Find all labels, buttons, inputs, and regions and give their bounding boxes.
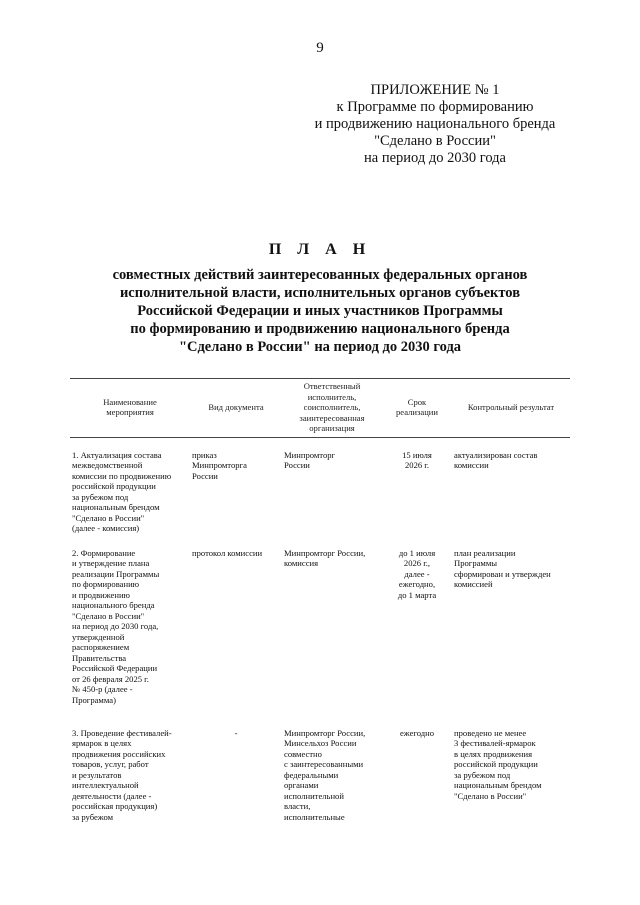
cell-line: интеллектуальной bbox=[72, 780, 139, 790]
cell-line: Правительства bbox=[72, 652, 127, 663]
plan-title: П Л А Н bbox=[268, 241, 372, 258]
cell-responsible bbox=[282, 718, 382, 823]
cell-line: 3. Проведение фестивалей- bbox=[72, 727, 172, 738]
cell-line: российская продукция) bbox=[72, 801, 158, 811]
cell-line: до 1 июля bbox=[398, 547, 436, 558]
plan-subtitle-line: исполнительной власти, исполнительных органов субъектов bbox=[119, 285, 521, 301]
appendix-header bbox=[300, 82, 570, 167]
plan-subtitle bbox=[60, 266, 580, 356]
cell-line: сформирован и утвержден bbox=[454, 568, 551, 579]
cell-deadline bbox=[382, 538, 452, 718]
cell-line: Программы bbox=[454, 558, 498, 568]
cell-line: и продвижению bbox=[72, 589, 130, 600]
cell-line: на период до 2030 года, bbox=[72, 621, 159, 631]
page-number: 9 bbox=[316, 40, 324, 56]
cell-line: 1. Актуализация состава bbox=[72, 449, 162, 460]
appendix-line: на период до 2030 года bbox=[364, 150, 506, 166]
header-line: Контрольный результат bbox=[467, 402, 555, 412]
header-line: организация bbox=[309, 423, 355, 433]
cell-line: по формированию bbox=[72, 579, 140, 589]
header-result bbox=[452, 379, 570, 438]
cell-line: ежегодно, bbox=[398, 579, 436, 589]
cell-line: план реализации bbox=[454, 547, 516, 558]
cell-line: утвержденной bbox=[72, 631, 125, 642]
cell-document-type bbox=[190, 718, 282, 823]
header-line: заинтересованная bbox=[299, 412, 365, 423]
appendix-line: и продвижению национального бренда bbox=[314, 116, 556, 132]
table-row bbox=[70, 538, 570, 718]
table-header-row bbox=[70, 379, 570, 438]
cell-line: российской продукции bbox=[454, 759, 538, 769]
cell-line: власти, bbox=[284, 801, 311, 811]
cell-line: 3 фестивалей-ярмарок bbox=[454, 738, 536, 748]
header-event-name bbox=[70, 379, 190, 438]
cell-deadline bbox=[382, 437, 452, 538]
plan-table-container bbox=[70, 378, 570, 822]
cell-line: России bbox=[192, 470, 218, 481]
cell-line: товаров, услуг, работ bbox=[72, 759, 149, 769]
cell-line: в целях продвижения bbox=[454, 748, 533, 759]
appendix-line: "Сделано в России" bbox=[374, 133, 496, 149]
cell-line: от 26 февраля 2025 г. bbox=[72, 673, 149, 684]
cell-deadline bbox=[382, 718, 452, 823]
table-row bbox=[70, 437, 570, 538]
cell-line: комиссия bbox=[284, 558, 319, 568]
cell-line: реализации Программы bbox=[72, 568, 160, 579]
cell-line: межведомственной bbox=[72, 460, 143, 470]
cell-line: распоряжением bbox=[72, 642, 130, 652]
plan-subtitle-line: "Сделано в России" на период до 2030 года bbox=[178, 339, 462, 355]
cell-line: ярмарок в целях bbox=[72, 738, 132, 748]
cell-line: за рубежом под bbox=[454, 769, 511, 780]
cell-line: - bbox=[234, 727, 238, 738]
header-line: Ответственный bbox=[303, 381, 361, 391]
header-line: исполнитель, bbox=[307, 391, 357, 402]
cell-result bbox=[452, 538, 570, 718]
header-deadline bbox=[382, 379, 452, 438]
cell-line: № 450-р (далее - bbox=[72, 684, 133, 694]
cell-line: российской продукции bbox=[72, 481, 156, 491]
cell-line: деятельности (далее - bbox=[72, 790, 152, 801]
header-responsible bbox=[282, 379, 382, 438]
plan-table bbox=[70, 378, 570, 822]
header-document-type bbox=[190, 379, 282, 438]
cell-line: Минсельхоз России bbox=[284, 738, 357, 748]
cell-result bbox=[452, 718, 570, 823]
cell-document-type bbox=[190, 437, 282, 538]
header-line: реализации bbox=[396, 407, 438, 418]
cell-event-name bbox=[70, 437, 190, 538]
cell-line: Минпромторг России, bbox=[284, 547, 366, 558]
appendix-line: к Программе по формированию bbox=[336, 99, 534, 115]
cell-line: 15 июля bbox=[402, 449, 432, 460]
header-line: соисполнитель, bbox=[303, 402, 361, 412]
cell-document-type bbox=[190, 538, 282, 718]
cell-line: органами bbox=[284, 780, 319, 790]
cell-line: с заинтересованными bbox=[284, 759, 364, 769]
header-line: Наименование bbox=[103, 396, 157, 407]
cell-line: проведено не менее bbox=[454, 727, 527, 738]
plan-subtitle-line: Российской Федерации и иных участников Программы bbox=[137, 303, 503, 319]
cell-responsible bbox=[282, 437, 382, 538]
header-line: Вид документа bbox=[208, 402, 264, 412]
cell-responsible bbox=[282, 538, 382, 718]
cell-line: продвижения российских bbox=[72, 748, 166, 759]
cell-line: России bbox=[284, 460, 310, 470]
cell-line: и утверждение плана bbox=[72, 558, 150, 568]
cell-line: "Сделано в России" bbox=[72, 610, 145, 621]
cell-line: Минпромторга bbox=[192, 460, 247, 470]
header-line: мероприятия bbox=[106, 407, 154, 418]
cell-line: национального бренда bbox=[72, 600, 155, 610]
plan-subtitle-line: совместных действий заинтересованных федеральных органов bbox=[112, 267, 528, 283]
cell-result bbox=[452, 437, 570, 538]
cell-line: ежегодно bbox=[399, 727, 435, 738]
cell-line: исполнительной bbox=[284, 790, 344, 801]
cell-line: "Сделано в России" bbox=[454, 790, 527, 801]
appendix-line: ПРИЛОЖЕНИЕ № 1 bbox=[370, 82, 500, 98]
cell-line: национальным брендом bbox=[72, 502, 160, 512]
cell-line: протокол комиссии bbox=[192, 547, 263, 558]
cell-line: Российской Федерации bbox=[72, 663, 158, 673]
cell-line: 2026 г., bbox=[403, 558, 431, 568]
cell-line: Программа) bbox=[72, 694, 116, 705]
cell-line: (далее - комиссия) bbox=[72, 523, 140, 533]
plan-subtitle-line: по формированию и продвижению национального бренда bbox=[130, 321, 510, 337]
cell-event-name bbox=[70, 538, 190, 718]
cell-line: актуализирован состав bbox=[454, 449, 538, 460]
cell-line: далее - bbox=[404, 568, 430, 579]
cell-line: исполнительные bbox=[284, 811, 345, 822]
cell-line: за рубежом под bbox=[72, 491, 129, 502]
cell-line: "Сделано в России" bbox=[72, 512, 145, 523]
cell-line: до 1 марта bbox=[397, 589, 437, 600]
cell-line: комиссии по продвижению bbox=[72, 470, 172, 481]
header-line: Срок bbox=[407, 396, 427, 407]
cell-line: Минпромторг России, bbox=[284, 727, 366, 738]
cell-line: Минпромторг bbox=[284, 449, 336, 460]
cell-line: 2. Формирование bbox=[72, 547, 136, 558]
cell-line: совместно bbox=[284, 748, 322, 759]
cell-line: за рубежом bbox=[72, 811, 114, 822]
cell-event-name bbox=[70, 718, 190, 823]
cell-line: комиссией bbox=[454, 579, 493, 589]
cell-line: федеральными bbox=[284, 769, 339, 780]
cell-line: приказ bbox=[192, 449, 217, 460]
table-row bbox=[70, 718, 570, 823]
cell-line: 2026 г. bbox=[404, 460, 430, 470]
cell-line: комиссии bbox=[454, 460, 489, 470]
cell-line: и результатов bbox=[72, 769, 122, 780]
cell-line: национальным брендом bbox=[454, 780, 542, 790]
